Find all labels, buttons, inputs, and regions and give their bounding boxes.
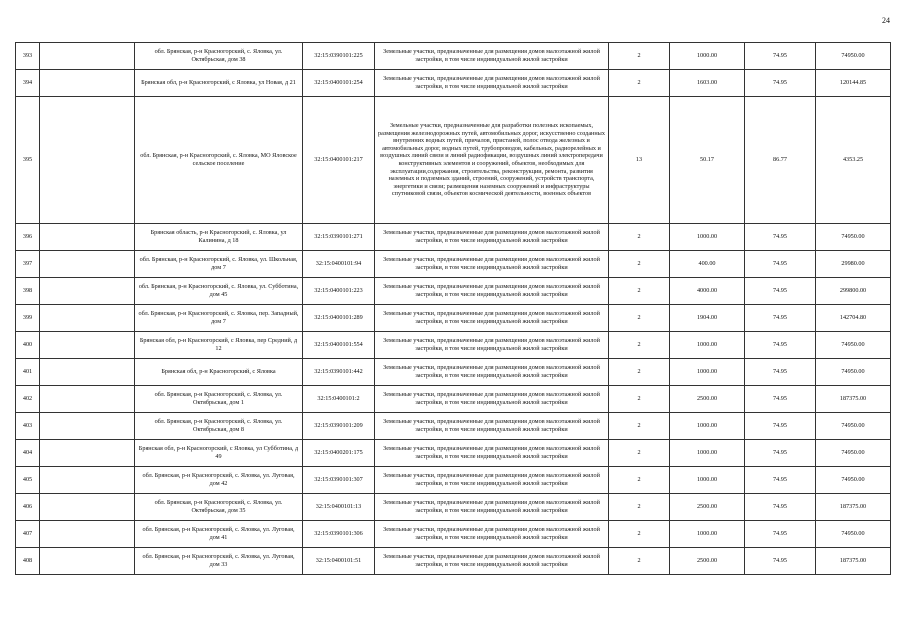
area-cell: 2500.00	[670, 548, 745, 575]
unit-value-cell: 74.95	[745, 386, 816, 413]
row-number-cell: 399	[16, 305, 40, 332]
table-row	[16, 548, 891, 575]
cadastral-value-cell: 74950.00	[816, 224, 891, 251]
address-cell: Брянская обл, р-н Красногорский, с Яловка	[135, 359, 303, 386]
row-number-cell: 403	[16, 413, 40, 440]
land-use-cell: Земельные участки, предназначенные для размещения домов малоэтажной жилой застройки, в том числе индивидуальной жилой застройки	[375, 359, 609, 386]
empty-cell	[40, 251, 135, 278]
land-use-cell: Земельные участки, предназначенные для размещения домов малоэтажной жилой застройки, в том числе индивидуальной жилой застройки	[375, 224, 609, 251]
row-number-cell: 405	[16, 467, 40, 494]
land-use-cell: Земельные участки, предназначенные для разработки полезных ископаемых, размещения железнодорожных путей, автомобильных дорог, искусственно созданных внутренних водных путей, причалов, пристаней, полос отвода железных и автомобильных дорог, водных путей, трубопроводов, кабельных, радиорелейных и воздушных линий связи и линий радиофикации, воздушных линий электропередачи конструктивных элементов и сооружений, объектов, необходимых для эксплуатации,содержания, строительства, реконструкции, ремонта, развития наземных и подземных зданий, строений, сооружений, устройств транспорта, энергетики и связи; размещения наземных сооружений и инфраструктуры спутниковой связи, объектов космической деятельности, военных объектов	[375, 97, 609, 224]
empty-cell	[40, 359, 135, 386]
empty-cell	[40, 440, 135, 467]
cadastral-value-cell: 120144.85	[816, 70, 891, 97]
cadastral-number-cell: 32:15:0400101:289	[303, 305, 375, 332]
cadastral-value-cell: 74950.00	[816, 521, 891, 548]
row-number-cell: 407	[16, 521, 40, 548]
table-row	[16, 494, 891, 521]
unit-value-cell: 74.95	[745, 278, 816, 305]
area-cell: 1603.00	[670, 70, 745, 97]
cadastral-number-cell: 32:15:0390101:442	[303, 359, 375, 386]
address-cell: Брянская обл, р-н Красногорский, с Яловка, ул Новая, д 21	[135, 70, 303, 97]
land-use-cell: Земельные участки, предназначенные для размещения домов малоэтажной жилой застройки, в том числе индивидуальной жилой застройки	[375, 548, 609, 575]
address-cell: обл. Брянская, р-н Красногорский, с. Яловка, МО Яловское сельское поселение	[135, 97, 303, 224]
table-row	[16, 70, 891, 97]
category-code-cell: 2	[609, 467, 670, 494]
empty-cell	[40, 548, 135, 575]
unit-value-cell: 74.95	[745, 305, 816, 332]
empty-cell	[40, 97, 135, 224]
area-cell: 50.17	[670, 97, 745, 224]
empty-cell	[40, 278, 135, 305]
cadastral-value-cell: 142704.80	[816, 305, 891, 332]
table-row	[16, 440, 891, 467]
row-number-cell: 402	[16, 386, 40, 413]
cadastral-value-cell: 4353.25	[816, 97, 891, 224]
table-body	[16, 43, 891, 575]
table-row	[16, 43, 891, 70]
area-cell: 1000.00	[670, 413, 745, 440]
cadastral-number-cell: 32:15:0400101:254	[303, 70, 375, 97]
page-number: 24	[882, 16, 890, 25]
area-cell: 1000.00	[670, 359, 745, 386]
address-cell: обл. Брянская, р-н Красногорский, с. Яловка, ул. Школьная, дом 7	[135, 251, 303, 278]
land-use-cell: Земельные участки, предназначенные для размещения домов малоэтажной жилой застройки, в том числе индивидуальной жилой застройки	[375, 70, 609, 97]
category-code-cell: 2	[609, 251, 670, 278]
row-number-cell: 408	[16, 548, 40, 575]
category-code-cell: 2	[609, 413, 670, 440]
cadastral-number-cell: 32:15:0400101:554	[303, 332, 375, 359]
row-number-cell: 394	[16, 70, 40, 97]
address-cell: обл. Брянская, р-н Красногорский, с. Яловка, ул. Октябрьская, дом 38	[135, 43, 303, 70]
cadastral-number-cell: 32:15:0400201:175	[303, 440, 375, 467]
row-number-cell: 401	[16, 359, 40, 386]
table-row	[16, 251, 891, 278]
category-code-cell: 2	[609, 494, 670, 521]
empty-cell	[40, 467, 135, 494]
cadastral-value-cell: 74950.00	[816, 413, 891, 440]
category-code-cell: 2	[609, 278, 670, 305]
area-cell: 1000.00	[670, 440, 745, 467]
cadastral-value-cell: 74950.00	[816, 332, 891, 359]
row-number-cell: 393	[16, 43, 40, 70]
land-use-cell: Земельные участки, предназначенные для размещения домов малоэтажной жилой застройки, в том числе индивидуальной жилой застройки	[375, 278, 609, 305]
table-row	[16, 413, 891, 440]
row-number-cell: 395	[16, 97, 40, 224]
unit-value-cell: 74.95	[745, 494, 816, 521]
land-use-cell: Земельные участки, предназначенные для размещения домов малоэтажной жилой застройки, в том числе индивидуальной жилой застройки	[375, 413, 609, 440]
cadastral-number-cell: 32:15:0400101:223	[303, 278, 375, 305]
address-cell: обл. Брянская, р-н Красногорский, с. Яловка, ул. Октябрьская, дом 1	[135, 386, 303, 413]
table-row	[16, 278, 891, 305]
area-cell: 2500.00	[670, 494, 745, 521]
area-cell: 1000.00	[670, 43, 745, 70]
land-plots-table	[15, 42, 891, 575]
area-cell: 1000.00	[670, 521, 745, 548]
category-code-cell: 2	[609, 359, 670, 386]
empty-cell	[40, 43, 135, 70]
unit-value-cell: 74.95	[745, 413, 816, 440]
empty-cell	[40, 70, 135, 97]
address-cell: обл. Брянская, р-н Красногорский, с. Яловка, ул. Луговая, дом 42	[135, 467, 303, 494]
cadastral-number-cell: 32:15:0400101:94	[303, 251, 375, 278]
land-use-cell: Земельные участки, предназначенные для размещения домов малоэтажной жилой застройки, в том числе индивидуальной жилой застройки	[375, 305, 609, 332]
cadastral-number-cell: 32:15:0390101:225	[303, 43, 375, 70]
category-code-cell: 2	[609, 548, 670, 575]
address-cell: обл. Брянская, р-н Красногорский, с. Яловка, ул. Луговая, дом 41	[135, 521, 303, 548]
cadastral-number-cell: 32:15:0400101:13	[303, 494, 375, 521]
row-number-cell: 396	[16, 224, 40, 251]
unit-value-cell: 74.95	[745, 521, 816, 548]
cadastral-number-cell: 32:15:0390101:271	[303, 224, 375, 251]
table-row	[16, 332, 891, 359]
unit-value-cell: 86.77	[745, 97, 816, 224]
category-code-cell: 2	[609, 70, 670, 97]
cadastral-value-cell: 187375.00	[816, 494, 891, 521]
cadastral-value-cell: 74950.00	[816, 43, 891, 70]
land-use-cell: Земельные участки, предназначенные для размещения домов малоэтажной жилой застройки, в том числе индивидуальной жилой застройки	[375, 521, 609, 548]
cadastral-value-cell: 299800.00	[816, 278, 891, 305]
unit-value-cell: 74.95	[745, 440, 816, 467]
table-row	[16, 521, 891, 548]
area-cell: 1000.00	[670, 224, 745, 251]
cadastral-value-cell: 29980.00	[816, 251, 891, 278]
unit-value-cell: 74.95	[745, 359, 816, 386]
category-code-cell: 2	[609, 440, 670, 467]
empty-cell	[40, 494, 135, 521]
category-code-cell: 2	[609, 43, 670, 70]
address-cell: Брянская область, р-н Красногорский, с. Яловка, ул Калинина, д 18	[135, 224, 303, 251]
land-use-cell: Земельные участки, предназначенные для размещения домов малоэтажной жилой застройки, в том числе индивидуальной жилой застройки	[375, 440, 609, 467]
empty-cell	[40, 332, 135, 359]
row-number-cell: 400	[16, 332, 40, 359]
address-cell: Брянская обл, р-н Красногорский, с Яловка, пер Средний, д 12	[135, 332, 303, 359]
address-cell: обл. Брянская, р-н Красногорский, с. Яловка, пер. Западный, дом 7	[135, 305, 303, 332]
cadastral-value-cell: 74950.00	[816, 467, 891, 494]
land-use-cell: Земельные участки, предназначенные для размещения домов малоэтажной жилой застройки, в том числе индивидуальной жилой застройки	[375, 43, 609, 70]
row-number-cell: 404	[16, 440, 40, 467]
table-row	[16, 224, 891, 251]
row-number-cell: 406	[16, 494, 40, 521]
unit-value-cell: 74.95	[745, 70, 816, 97]
area-cell: 2500.00	[670, 386, 745, 413]
unit-value-cell: 74.95	[745, 548, 816, 575]
land-use-cell: Земельные участки, предназначенные для размещения домов малоэтажной жилой застройки, в том числе индивидуальной жилой застройки	[375, 251, 609, 278]
land-use-cell: Земельные участки, предназначенные для размещения домов малоэтажной жилой застройки, в том числе индивидуальной жилой застройки	[375, 467, 609, 494]
category-code-cell: 2	[609, 224, 670, 251]
empty-cell	[40, 305, 135, 332]
table-row	[16, 359, 891, 386]
cadastral-number-cell: 32:15:0390101:307	[303, 467, 375, 494]
cadastral-number-cell: 32:15:0390101:209	[303, 413, 375, 440]
unit-value-cell: 74.95	[745, 251, 816, 278]
category-code-cell: 2	[609, 521, 670, 548]
table-row	[16, 386, 891, 413]
table-row	[16, 97, 891, 224]
unit-value-cell: 74.95	[745, 467, 816, 494]
cadastral-value-cell: 187375.00	[816, 386, 891, 413]
cadastral-number-cell: 32:15:0400101:217	[303, 97, 375, 224]
table-row	[16, 467, 891, 494]
address-cell: обл. Брянская, р-н Красногорский, с. Яловка, ул. Субботина, дом 45	[135, 278, 303, 305]
empty-cell	[40, 413, 135, 440]
empty-cell	[40, 521, 135, 548]
address-cell: Брянская обл, р-н Красногорский, с Яловка, ул Субботина, д 49	[135, 440, 303, 467]
empty-cell	[40, 224, 135, 251]
cadastral-value-cell: 187375.00	[816, 548, 891, 575]
category-code-cell: 2	[609, 305, 670, 332]
category-code-cell: 2	[609, 332, 670, 359]
land-use-cell: Земельные участки, предназначенные для размещения домов малоэтажной жилой застройки, в том числе индивидуальной жилой застройки	[375, 386, 609, 413]
address-cell: обл. Брянская, р-н Красногорский, с. Яловка, ул. Октябрьская, дом 35	[135, 494, 303, 521]
land-use-cell: Земельные участки, предназначенные для размещения домов малоэтажной жилой застройки, в том числе индивидуальной жилой застройки	[375, 494, 609, 521]
area-cell: 1904.00	[670, 305, 745, 332]
unit-value-cell: 74.95	[745, 332, 816, 359]
area-cell: 400.00	[670, 251, 745, 278]
cadastral-number-cell: 32:15:0400101:2	[303, 386, 375, 413]
address-cell: обл. Брянская, р-н Красногорский, с. Яловка, ул. Октябрьская, дом 8	[135, 413, 303, 440]
category-code-cell: 2	[609, 386, 670, 413]
row-number-cell: 397	[16, 251, 40, 278]
unit-value-cell: 74.95	[745, 224, 816, 251]
empty-cell	[40, 386, 135, 413]
land-use-cell: Земельные участки, предназначенные для размещения домов малоэтажной жилой застройки, в том числе индивидуальной жилой застройки	[375, 332, 609, 359]
cadastral-number-cell: 32:15:0400101:51	[303, 548, 375, 575]
category-code-cell: 13	[609, 97, 670, 224]
area-cell: 1000.00	[670, 332, 745, 359]
cadastral-number-cell: 32:15:0390101:306	[303, 521, 375, 548]
address-cell: обл. Брянская, р-н Красногорский, с. Яловка, ул. Луговая, дом 33	[135, 548, 303, 575]
cadastral-value-cell: 74950.00	[816, 440, 891, 467]
area-cell: 1000.00	[670, 467, 745, 494]
cadastral-value-cell: 74950.00	[816, 359, 891, 386]
table-row	[16, 305, 891, 332]
area-cell: 4000.00	[670, 278, 745, 305]
row-number-cell: 398	[16, 278, 40, 305]
unit-value-cell: 74.95	[745, 43, 816, 70]
